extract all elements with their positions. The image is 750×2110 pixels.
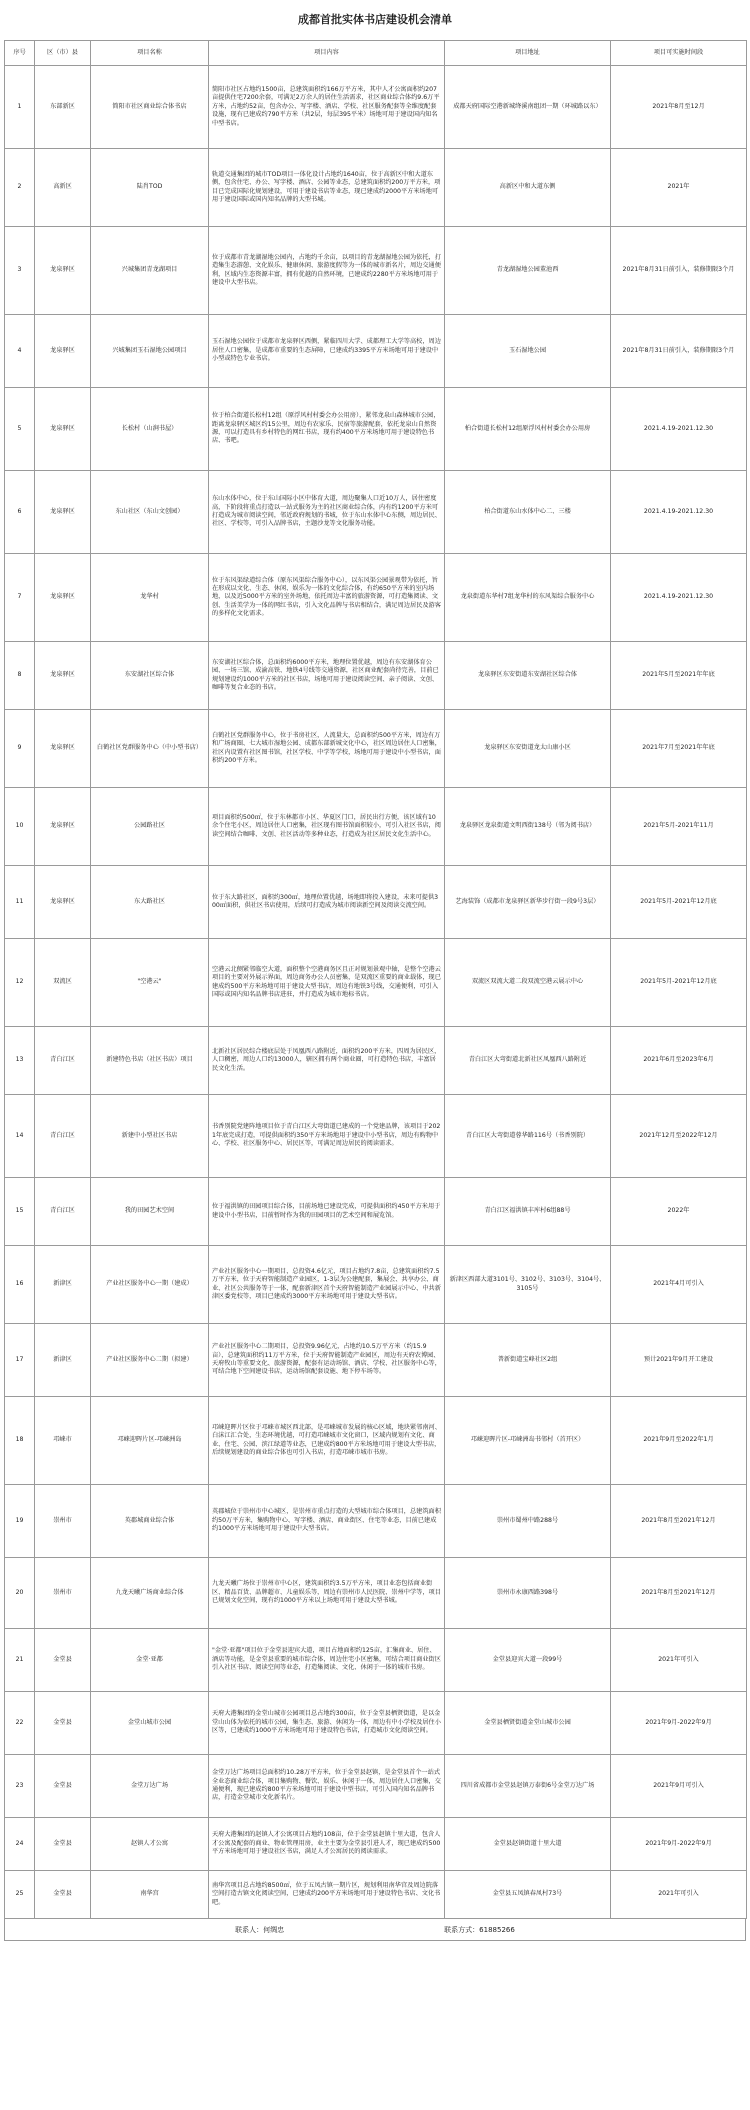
cell-no: 12 — [5, 939, 35, 1027]
cell-no: 23 — [5, 1755, 35, 1818]
cell-period: 2021年5月-2021年12月底 — [611, 939, 747, 1027]
cell-period: 2021年8月31日前引入，装修期限3个月 — [611, 227, 747, 315]
cell-project-address: 金堂县迎宾大道一段99号 — [445, 1629, 611, 1692]
table-header-row — [5, 41, 747, 66]
project-table — [4, 40, 747, 1919]
cell-no: 16 — [5, 1246, 35, 1324]
cell-district: 高新区 — [35, 149, 91, 227]
table-row — [5, 471, 747, 554]
cell-project-name: 简阳市社区商业综合体书店 — [91, 66, 209, 149]
cell-project-address: 龙泉驿区东安街道龙太山康小区 — [445, 710, 611, 788]
table-row — [5, 788, 747, 866]
cell-project-address: 柏合街道东山水体中心二、三楼 — [445, 471, 611, 554]
cell-project-content: 项目面积约500㎡，位于东林都市小区、华夏区门口，居民出行方便，该区域有10余个住宅小区，周边居住人口密集，社区现有图书馆面积较小，可引入社区书店，阅读空间结合咖啡、文创、社区活动等多种业态，打造成为社区居民文化生活中心。 — [209, 788, 445, 866]
contact-footer — [4, 1919, 746, 1941]
cell-project-address: 崇州市蜀州中路288号 — [445, 1485, 611, 1558]
cell-no: 7 — [5, 554, 35, 642]
cell-project-address: 青白江区福洪镇丰库村6组88号 — [445, 1178, 611, 1246]
cell-district: 龙泉驿区 — [35, 642, 91, 710]
cell-district: 龙泉驿区 — [35, 471, 91, 554]
cell-no: 17 — [5, 1324, 35, 1397]
cell-project-name: 新建特色书店（社区书店）项目 — [91, 1027, 209, 1095]
table-row — [5, 1246, 747, 1324]
cell-period: 2021年9月至2022年1月 — [611, 1397, 747, 1485]
cell-project-name: 金堂山城市公园 — [91, 1692, 209, 1755]
cell-no: 13 — [5, 1027, 35, 1095]
cell-district: 金堂县 — [35, 1629, 91, 1692]
table-row — [5, 1692, 747, 1755]
cell-project-address: 新津区西部大道3101号、3102号、3103号、3104号、3105号 — [445, 1246, 611, 1324]
cell-project-content: 天府大港集团的金堂山城市公园项目总占地约300亩，位于金堂县栖贤街道，是以金堂山山体为依托的城市公园，集生态、旅游、休闲为一体，周边有中小学校及居住小区等，已建成约1000平方米场地可用于建设特色书店，打造城市文化阅读空间。 — [209, 1692, 445, 1755]
table-row — [5, 710, 747, 788]
cell-no: 14 — [5, 1095, 35, 1178]
cell-project-name: 邛崃迎晖片区-邛崃洲岛 — [91, 1397, 209, 1485]
cell-no: 3 — [5, 227, 35, 315]
cell-period: 2021年9月-2022年9月 — [611, 1818, 747, 1871]
cell-district: 龙泉驿区 — [35, 554, 91, 642]
cell-district: 龙泉驿区 — [35, 866, 91, 939]
cell-project-name: 白鹤社区党群服务中心（中小型书店） — [91, 710, 209, 788]
cell-district: 双流区 — [35, 939, 91, 1027]
table-row — [5, 227, 747, 315]
cell-project-address: 金堂县栖贤街道金堂山城市公园 — [445, 1692, 611, 1755]
cell-project-content: 书香别院党建阵地项目位于青白江区大弯街道已建成的一个党建品牌，该项目于2021年底完成打造，可提供面积约350平方米场地用于建设中小型书店，周边有购物中心、学校、社区服务中心、居民区等，可满足周边居民的阅读需求。 — [209, 1095, 445, 1178]
cell-period: 2021年5月至2021年年底 — [611, 642, 747, 710]
cell-project-name: 长松村（山涧书屋） — [91, 388, 209, 471]
cell-no: 11 — [5, 866, 35, 939]
cell-project-content: 位于福洪镇的田园项目综合体，目前场地已建设完成，可提供面积约450平方米用于建设中小型书店，目前暂时作为我的田园项目的艺术空间和展览馆。 — [209, 1178, 445, 1246]
table-row — [5, 1558, 747, 1629]
table-row — [5, 315, 747, 388]
cell-project-address: 金堂县赵镇街道十里大道 — [445, 1818, 611, 1871]
cell-district: 东部新区 — [35, 66, 91, 149]
cell-project-name: 东大路社区 — [91, 866, 209, 939]
cell-project-address: 成都天府国际空港新城绛溪南组团一期（环城路以东） — [445, 66, 611, 149]
cell-project-content: "金堂·亚都"项目位于金堂县迎宾大道，项目占地面积约125亩，汇集商业、居住、酒店等功能，是金堂县重要的城市综合体，周边住宅小区密集，可结合项目商业街区引入社区书店、阅读空间等业态，打造集阅读、文化、休闲于一体的城市书房。 — [209, 1629, 445, 1692]
table-row — [5, 554, 747, 642]
cell-period: 2021年5月-2021年12月底 — [611, 866, 747, 939]
header-project-content: 项目内容 — [209, 41, 445, 66]
cell-period: 2021年9月-2022年9月 — [611, 1692, 747, 1755]
header-district: 区（市）县 — [35, 41, 91, 66]
table-row — [5, 1095, 747, 1178]
cell-project-content: 白鹤社区党群服务中心，位于书房社区，人流量大，总面积约500平方米，周边有万和广场商圈、七大城市湿地公园、成都东部新城文化中心，社区周边居住人口密集，社区内设置有社区图书馆，社区学校、中学等学校，场地可用于建设中小型书店，面积约200平方米。 — [209, 710, 445, 788]
cell-no: 1 — [5, 66, 35, 149]
table-row — [5, 939, 747, 1027]
cell-period: 2021年 — [611, 149, 747, 227]
cell-no: 2 — [5, 149, 35, 227]
cell-project-address: 青白江区大弯街道北新社区凤凰西八路附近 — [445, 1027, 611, 1095]
cell-period: 2021年8月31日前引入，装修期限3个月 — [611, 315, 747, 388]
cell-project-name: 南华宫 — [91, 1871, 209, 1919]
cell-project-content: 玉石湿地公园位于成都市龙泉驿区西侧，紧临四川大学、成都理工大学等高校，周边居住人口密集，是成都市重要的生态屏障，已建成约3395平方米场地可用于建设中小型或特色专业书店。 — [209, 315, 445, 388]
cell-project-name: 赵镇人才公寓 — [91, 1818, 209, 1871]
cell-project-content: 天府大港集团的赵镇人才公寓项目占地约108亩，位于金堂县赵镇十里大道，包含人才公寓及配套的商业、物业管理用房，业主主要为金堂县引进人才，现已建成约500平方米场地可用于建设社区书店，满足人才公寓居民的阅读需求。 — [209, 1818, 445, 1871]
cell-project-address: 龙泉驿区龙泉街道文明西街138号（邻为阅书店） — [445, 788, 611, 866]
cell-no: 24 — [5, 1818, 35, 1871]
table-row — [5, 1485, 747, 1558]
contact-person: 联系人：何绸忠 — [235, 1925, 285, 1934]
cell-project-content: 金堂万达广场项目总面积约10.28万平方米，位于金堂县赵镇，是金堂县首个一站式全业态商业综合体，项目集购物、餐饮、娱乐、休闲于一体，周边居住人口密集，交通便利，现已建成约800平方米场地可用于建设中型书店，可引入国内知名品牌书店，打造金堂城市文化新名片。 — [209, 1755, 445, 1818]
cell-period: 2021年可引入 — [611, 1629, 747, 1692]
cell-period: 2021.4.19-2021.12.30 — [611, 554, 747, 642]
cell-project-name: 龙华村 — [91, 554, 209, 642]
cell-district: 龙泉驿区 — [35, 710, 91, 788]
cell-project-name: 产业社区服务中心一期（建成） — [91, 1246, 209, 1324]
cell-no: 5 — [5, 388, 35, 471]
cell-project-name: 我的田园艺术空间 — [91, 1178, 209, 1246]
cell-period: 2021年9月可引入 — [611, 1755, 747, 1818]
cell-project-name: 陆肖TOD — [91, 149, 209, 227]
cell-period: 2021年6月至2023年6月 — [611, 1027, 747, 1095]
cell-project-name: 新建中小型社区书店 — [91, 1095, 209, 1178]
header-project-name: 项目名称 — [91, 41, 209, 66]
cell-project-address: 青白江区大弯街道蓉华路116号（书香别院） — [445, 1095, 611, 1178]
cell-no: 18 — [5, 1397, 35, 1485]
cell-project-content: 南华宫项目总占地约8500㎡，位于五凤古镇一期片区，规划利用南华宫及周边院落空间打造古镇文化阅读空间，已建成约200平方米场地可用于建设特色书店、文化书吧。 — [209, 1871, 445, 1919]
table-row — [5, 1871, 747, 1919]
cell-project-address: 金堂县五凤镇春凤村73号 — [445, 1871, 611, 1919]
cell-project-address: 双流区双流大道二段双流空港云展示中心 — [445, 939, 611, 1027]
cell-project-content: 北新社区居民综合楼底层处于凤凰西八路附近，面积约200平方米，四周为居民区，人口稠密，周边人口约13000人，辖区拥有两个商业圈，可打造特色书店，丰富居民文化生活。 — [209, 1027, 445, 1095]
table-row — [5, 642, 747, 710]
cell-project-address: 龙泉驿区东安街道东安湖社区综合体 — [445, 642, 611, 710]
cell-project-name: 公园路社区 — [91, 788, 209, 866]
cell-period: 2021年8月至2021年12月 — [611, 1558, 747, 1629]
header-project-address: 项目地址 — [445, 41, 611, 66]
cell-no: 15 — [5, 1178, 35, 1246]
cell-project-content: 位于东风渠绿道综合体（原东风渠综合服务中心），以东风渠公园景观带为依托，旨在形成以文化、生态、休闲、娱乐为一体的文化综合体，有约650平方米的室内场地，以及近5000平方米的室外场地，依托周边丰富的旅游资源，可打造集阅读、文创、生活美学为一体的网红书店，引入文化品牌与书店相结合，满足周边居民及游客的多样化文化需求。 — [209, 554, 445, 642]
cell-project-address: 普新街道宝峰社区2组 — [445, 1324, 611, 1397]
cell-project-address: 四川省成都市金堂县赵镇万泰街6号金堂万达广场 — [445, 1755, 611, 1818]
cell-no: 25 — [5, 1871, 35, 1919]
cell-project-address: 艺海装饰（成都市龙泉驿区新华步行街一段9号3层） — [445, 866, 611, 939]
cell-district: 崇州市 — [35, 1485, 91, 1558]
cell-district: 金堂县 — [35, 1692, 91, 1755]
cell-project-content: 轨道交通集团的城市TOD项目一体化设计占地约1640亩，位于高新区中和大道东侧，包含住宅、办公、写字楼、酒店、公园等业态，总建筑面积约200万平方米，项目已完成国际化规划建设，可用于建设书店等业态，现已建成约2000平方米场地可用于建设国际或国内知名品牌的大型书城。 — [209, 149, 445, 227]
cell-project-address: 高新区中和大道东侧 — [445, 149, 611, 227]
cell-period: 预计2021年9月开工建设 — [611, 1324, 747, 1397]
cell-project-name: 东安湖社区综合体 — [91, 642, 209, 710]
cell-period: 2021年可引入 — [611, 1871, 747, 1919]
cell-district: 龙泉驿区 — [35, 227, 91, 315]
cell-period: 2021年12月至2022年12月 — [611, 1095, 747, 1178]
document-title: 成都首批实体书店建设机会清单 — [298, 13, 452, 26]
cell-district: 龙泉驿区 — [35, 388, 91, 471]
cell-no: 6 — [5, 471, 35, 554]
cell-period: 2021.4.19-2021.12.30 — [611, 471, 747, 554]
table-row — [5, 1755, 747, 1818]
cell-project-content: 位于柏合街道长松村12组（原浮风村村委会办公用房），紧邻龙泉山森林城市公园，距离龙泉驿区城区约15公里，周边有农家乐、民宿等旅游配套，依托龙泉山自然资源，可以打造具有乡村特色的网红书店，现有约400平方米场地可用于建设特色书店、书吧。 — [209, 388, 445, 471]
cell-period: 2021年4月可引入 — [611, 1246, 747, 1324]
cell-district: 龙泉驿区 — [35, 788, 91, 866]
cell-project-content: 位于东大路社区，面积约300㎡，地理位置优越，场地即将投入建设，未来可提供300㎡面积，供社区书店使用，后续可打造成为城市阅读新空间及阅读交流空间。 — [209, 866, 445, 939]
cell-period: 2021年7月至2021年年底 — [611, 710, 747, 788]
cell-project-address: 青龙湖湿地公园董池西 — [445, 227, 611, 315]
cell-project-content: 简阳市社区占地约1500亩，总建筑面积约166万平方米，其中人才公寓面积约207 亩提供住宅7200余套，可满足2万余人的居住生活需求，社区商业综合体约9.6万平方米，占地约52亩，包含办公、写字楼、酒店、学校、社区服务配套等全维度配套设施，现有已建成约790平方米（共2层，每层395平米）场地可用于建设国内知名中型书店。 — [209, 66, 445, 149]
cell-no: 8 — [5, 642, 35, 710]
cell-no: 4 — [5, 315, 35, 388]
cell-district: 金堂县 — [35, 1755, 91, 1818]
table-row — [5, 149, 747, 227]
cell-project-content: 东安湖社区综合体，总面积约6000平方米，地理位置优越，周边有东安湖体育公园、一场三馆、成渝高铁、地铁4号线等交通资源，社区商业配套尚待完善，目前已规划建设约1000平方米的社区书店，场地可用于建设阅读空间、亲子阅读、文创、咖啡等复合业态的书店。 — [209, 642, 445, 710]
cell-district: 新津区 — [35, 1324, 91, 1397]
cell-period: 2022年 — [611, 1178, 747, 1246]
cell-period: 2021年8月至12月 — [611, 66, 747, 149]
cell-project-name: 产业社区服务中心二期（拟建） — [91, 1324, 209, 1397]
cell-project-content: 英郡城位于崇州市中心城区，是崇州市重点打造的大型城市综合体项目，总建筑面积约50万平方米，集购物中心、写字楼、酒店、商业街区、住宅等业态，目前已建成约1000平方米场地可用于建设中大型书店。 — [209, 1485, 445, 1558]
cell-period: 2021年8月至2021年12月 — [611, 1485, 747, 1558]
cell-no: 10 — [5, 788, 35, 866]
table-row — [5, 1397, 747, 1485]
table-row — [5, 1027, 747, 1095]
cell-district: 金堂县 — [35, 1871, 91, 1919]
table-row — [5, 1178, 747, 1246]
cell-project-content: 产业社区服务中心一期项目，总投资4.6亿元，项目占地约7.8亩，总建筑面积约7.5万平方米，位于天府智能制造产业园区，1-3层为公建配套，集展会、共享办公、商业、社区公共服务等于一体，配套新津区首个天府智能制造产业园展示中心、中共新津区委党校等，项目已建成约3000平方米场地可用于建设大型书店。 — [209, 1246, 445, 1324]
cell-project-name: "空港云" — [91, 939, 209, 1027]
cell-period: 2021.4.19-2021.12.30 — [611, 388, 747, 471]
cell-no: 22 — [5, 1692, 35, 1755]
contact-phone: 联系方式：61885266 — [444, 1925, 515, 1934]
cell-project-address: 柏合街道长松村12组原浮风村村委会办公用房 — [445, 388, 611, 471]
cell-project-content: 产业社区服务中心二期项目，总投资9.96亿元，占地约10.5万平方米（约15.9亩），总建筑面积约11万平方米，位于天府智能制造产业园区，周边有天府农博园、天府牧山等重要文化、旅游资源，配套有运动场馆、酒店、学校、社区服务中心等，可结合地下空间建设书店，运动场馆配套设施、地下停车场等。 — [209, 1324, 445, 1397]
cell-project-content: 位于成都市青龙湖湿地公园内，占地约千余亩，以项目的青龙湖湿地公园为依托，打造集生态游憩、文化娱乐、健康休闲、旅游度假等为一体的城市新名片，周边交通便利，区域内生态资源丰富，拥有优越的自然环境，已建成约2280平方米场地可用于建设中大型书店。 — [209, 227, 445, 315]
table-row — [5, 1629, 747, 1692]
cell-no: 20 — [5, 1558, 35, 1629]
cell-district: 新津区 — [35, 1246, 91, 1324]
cell-project-address: 玉石湿地公园 — [445, 315, 611, 388]
header-period: 项目可实施时间段 — [611, 41, 747, 66]
cell-project-name: 九龙天曦广场商业综合体 — [91, 1558, 209, 1629]
cell-district: 青白江区 — [35, 1095, 91, 1178]
cell-project-name: 英郡城商业综合体 — [91, 1485, 209, 1558]
cell-district: 崇州市 — [35, 1558, 91, 1629]
cell-project-address: 龙泉街道东华村7组龙华村的东风渠综合服务中心 — [445, 554, 611, 642]
cell-no: 21 — [5, 1629, 35, 1692]
cell-district: 龙泉驿区 — [35, 315, 91, 388]
table-row — [5, 66, 747, 149]
cell-district: 金堂县 — [35, 1818, 91, 1871]
cell-project-name: 兴城集团青龙湖项目 — [91, 227, 209, 315]
cell-project-name: 金堂万达广场 — [91, 1755, 209, 1818]
cell-project-content: 九龙天曦广场位于崇州市中心区，建筑面积约3.5万平方米，项目业态包括商业街区、精品百货、品牌超市、儿童娱乐等，周边有崇州市人民医院、崇州中学等，项目已规划文化空间，现有约1000平方米以上场地可用于建设大型书城。 — [209, 1558, 445, 1629]
cell-project-content: 邛崃迎晖片区位于邛崃市城区西北部，是邛崃城市发展的核心区域，地块紧邻南河、白沫江汇合处，生态环境优越，可打造邛崃城市文化窗口，区域内规划有文化、商业、住宅、公园、滨江绿道等业态，已建成约800平方米场地可用于建设大型书店，后续规划建设的商业综合体也可引入书店，打造邛崃市城市书房。 — [209, 1397, 445, 1485]
table-row — [5, 866, 747, 939]
cell-project-name: 东山社区（东山文创园） — [91, 471, 209, 554]
cell-no: 19 — [5, 1485, 35, 1558]
cell-project-address: 邛崃迎晖片区-邛崃洲岛书邻村（首开区） — [445, 1397, 611, 1485]
header-no: 序号 — [5, 41, 35, 66]
cell-period: 2021年5月-2021年11月 — [611, 788, 747, 866]
cell-project-address: 崇州市永康西路398号 — [445, 1558, 611, 1629]
cell-district: 青白江区 — [35, 1178, 91, 1246]
cell-no: 9 — [5, 710, 35, 788]
cell-project-content: 东山水体中心，位于东山国际小区中体育大道，周边聚集人口近10万人，居住密度高，下阶段将重点打造以一站式服务为主的社区商业综合体，内有约1200平方米可打造成为城市阅读空间，邻近政府规划的书城，位于东山水体中心东侧，周边居民、社区、学校等，可引入品牌书店，主题沙龙等文化服务功能。 — [209, 471, 445, 554]
cell-project-name: 金堂·亚都 — [91, 1629, 209, 1692]
cell-project-name: 兴城集团玉石湿地公园项目 — [91, 315, 209, 388]
table-row — [5, 1818, 747, 1871]
table-row — [5, 388, 747, 471]
cell-project-content: 空港云北侧紧邻临空大道，面积整个空港商务区且正对规划景观中轴，是整个空港云项目的主要对外展示界面，周边商务办公人员密集，是双流区重要的商业载体，现已建成约500平方米场地可用于建设大型书店，周边有地铁3号线，交通便利，可引入国际或国内知名品牌书店进驻，并打造成为城市地标书店。 — [209, 939, 445, 1027]
cell-district: 青白江区 — [35, 1027, 91, 1095]
cell-district: 邛崃市 — [35, 1397, 91, 1485]
table-row — [5, 1324, 747, 1397]
